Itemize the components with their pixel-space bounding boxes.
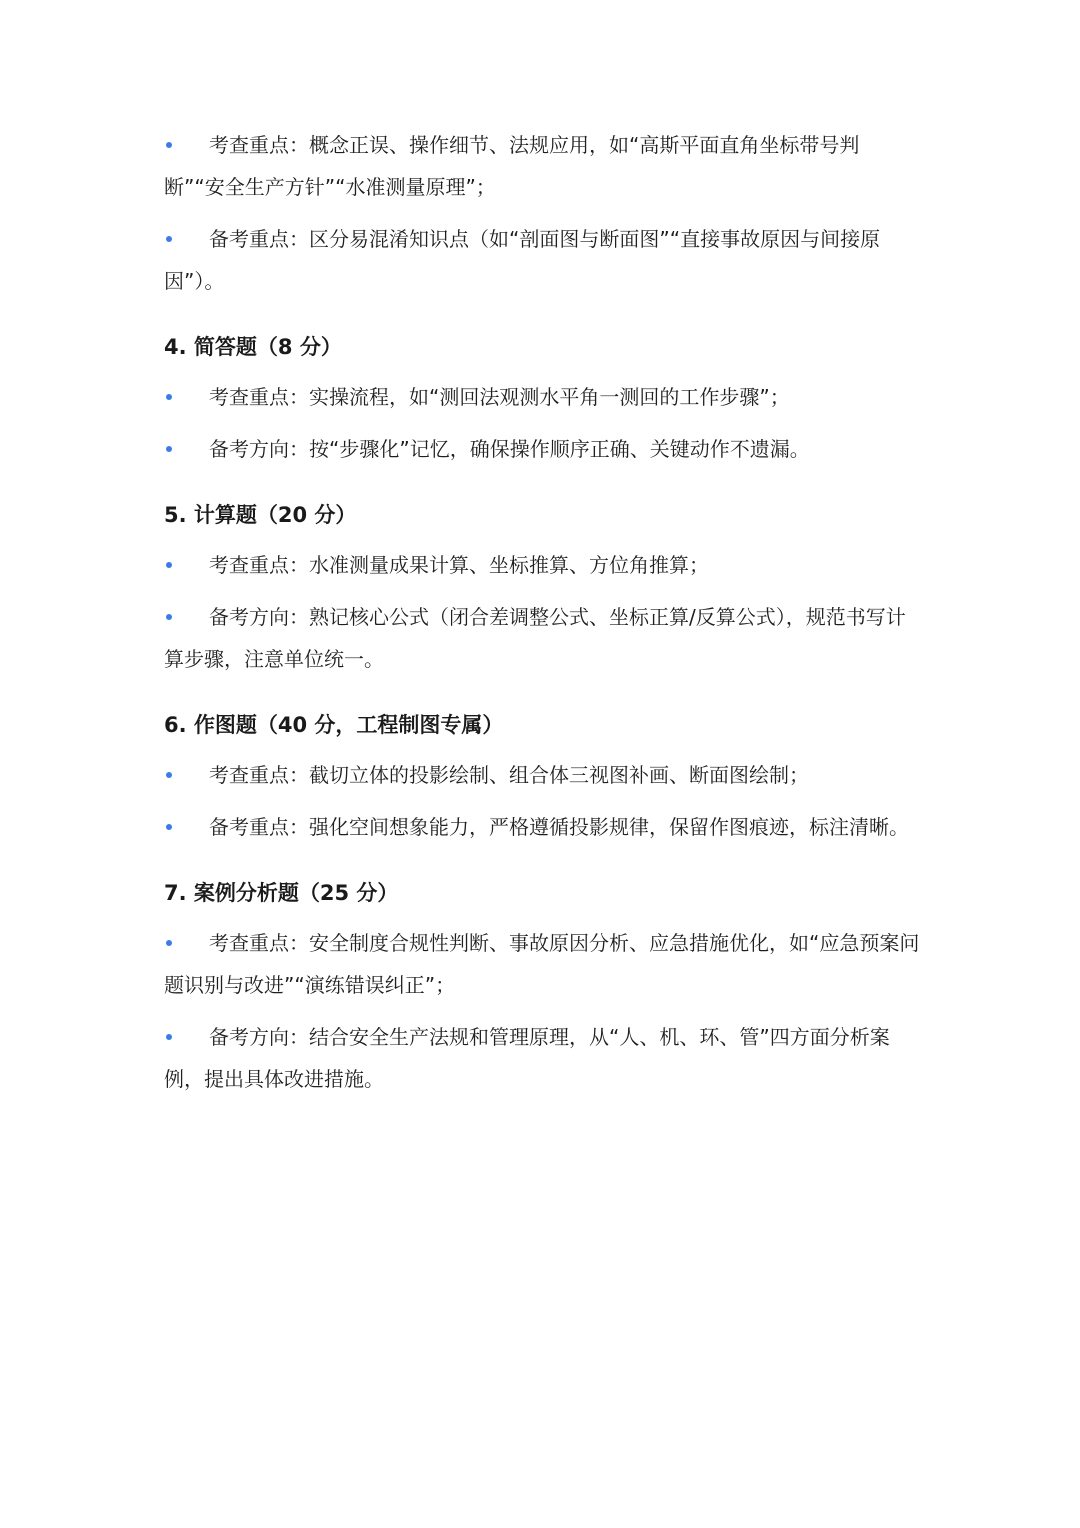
list-item-text: 考查重点：安全制度合规性判断、事故原因分析、应急措施优化，如“应急预案问题识别与改进”“演练错误纠正”； xyxy=(164,931,920,997)
document-body xyxy=(164,124,920,1110)
list-item-text: 备考方向：按“步骤化”记忆，确保操作顺序正确、关键动作不遗漏。 xyxy=(209,437,810,461)
bullet-icon xyxy=(166,142,172,148)
list-item xyxy=(164,922,920,1006)
bullet-icon xyxy=(166,614,172,620)
section-short-answer xyxy=(164,332,920,470)
list-item-text: 考查重点：截切立体的投影绘制、组合体三视图补画、断面图绘制； xyxy=(209,763,809,787)
list-item-text: 考查重点：水准测量成果计算、坐标推算、方位角推算； xyxy=(209,553,709,577)
bullet-icon xyxy=(166,562,172,568)
bullet-icon xyxy=(166,772,172,778)
list-item xyxy=(164,376,920,418)
list-item xyxy=(164,754,920,796)
section-heading: 4. 简答题（8 分） xyxy=(164,335,342,359)
list-item-text: 备考重点：区分易混淆知识点（如“剖面图与断面图”“直接事故原因与间接原因”）。 xyxy=(164,227,881,293)
section-heading: 7. 案例分析题（25 分） xyxy=(164,881,399,905)
list-item-text: 备考重点：强化空间想象能力，严格遵循投影规律，保留作图痕迹，标注清晰。 xyxy=(209,815,909,839)
list-item-text: 考查重点：实操流程，如“测回法观测水平角一测回的工作步骤”； xyxy=(209,385,790,409)
list-item xyxy=(164,596,920,680)
list-item xyxy=(164,124,920,208)
section-heading: 6. 作图题（40 分，工程制图专属） xyxy=(164,713,504,737)
section-case-analysis xyxy=(164,878,920,1100)
bullet-icon xyxy=(166,824,172,830)
list-item-text: 备考方向：结合安全生产法规和管理原理，从“人、机、环、管”四方面分析案例，提出具体改进措施。 xyxy=(164,1025,890,1091)
list-item xyxy=(164,544,920,586)
bullet-icon xyxy=(166,446,172,452)
intro-list xyxy=(164,124,920,302)
bullet-icon xyxy=(166,394,172,400)
list-item xyxy=(164,1016,920,1100)
list-item xyxy=(164,428,920,470)
section-drawing xyxy=(164,710,920,848)
bullet-icon xyxy=(166,1034,172,1040)
list-item-text: 考查重点：概念正误、操作细节、法规应用，如“高斯平面直角坐标带号判断”“安全生产方针”“水准测量原理”； xyxy=(164,133,860,199)
list-item xyxy=(164,806,920,848)
section-calculation xyxy=(164,500,920,680)
section-heading: 5. 计算题（20 分） xyxy=(164,503,357,527)
bullet-icon xyxy=(166,940,172,946)
list-item-text: 备考方向：熟记核心公式（闭合差调整公式、坐标正算/反算公式），规范书写计算步骤，注意单位统一。 xyxy=(164,605,906,671)
bullet-icon xyxy=(166,236,172,242)
list-item xyxy=(164,218,920,302)
